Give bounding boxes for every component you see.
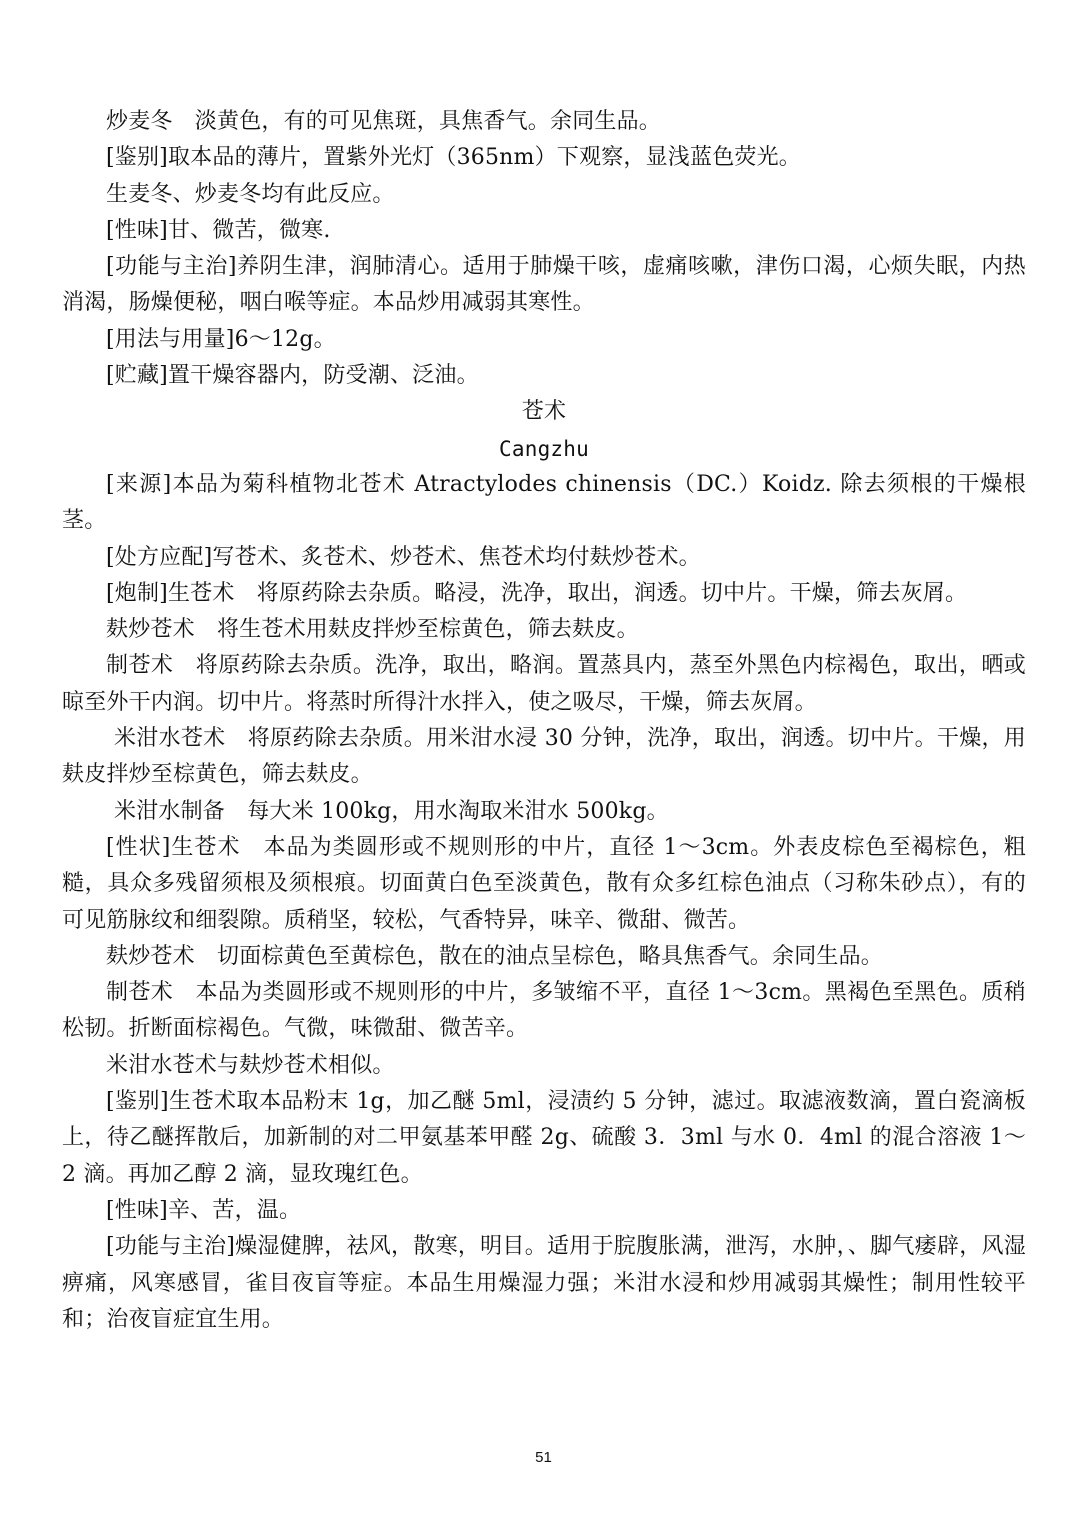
- paragraph-cangzhu-processing: [炮制]生苍术 将原药除去杂质。略浸，洗净，取出，润透。切中片。干燥，筛去灰屑。: [106, 580, 968, 606]
- page-number: 51: [535, 1449, 552, 1466]
- paragraph-bran-fried-character: 麸炒苍术 切面棕黄色至黄棕色，散在的油点呈棕色，略具焦香气。余同生品。: [106, 943, 884, 969]
- paragraph-maidong-function: [功能与主治]养阴生津，润肺清心。适用于肺燥干咳，虚痛咳嗽，津伤口渴，心烦失眠，内热消渴，肠燥便秘，咽白喉等症。本品炒用减弱其寒性。: [62, 254, 1026, 316]
- paragraph-cangzhu-function: [功能与主治]燥湿健脾，祛风，散寒，明目。适用于脘腹胀满，泄泻，水肿，、脚气痿辟，风湿痹痛，风寒感冒，雀目夜盲等症。本品生用燥湿力强；米泔水浸和炒用减弱其燥性；制用性较平和；治夜盲症宜生用。: [62, 1234, 1026, 1332]
- paragraph-cangzhu-source: [来源]本品为菊科植物北苍术 Atractylodes chinensis（DC.）Koidz. 除去须根的干燥根茎。: [62, 471, 1026, 534]
- paragraph-cangzhu-prescription: [处方应配]写苍术、炙苍术、炒苍术、焦苍术均付麸炒苍术。: [106, 544, 701, 570]
- paragraph-maidong-dosage: [用法与用量]6～12g。: [106, 326, 336, 352]
- document-body: [62, 104, 1026, 1338]
- paragraph-rice-water-cangzhu: 米泔水苍术 将原药除去杂质。用米泔水浸 30 分钟，洗净，取出，润透。切中片。干燥，用麸皮拌炒至棕黄色，筛去麸皮。: [62, 726, 1026, 788]
- paragraph-maidong-identification: [鉴别]取本品的薄片，置紫外光灯（365nm）下观察，显浅蓝色荧光。: [106, 145, 801, 171]
- paragraph-fried-maidong: 炒麦冬 淡黄色，有的可见焦斑，具焦香气。余同生品。: [106, 109, 662, 134]
- section-title: 苍术: [521, 399, 567, 425]
- paragraph-maidong-reaction: 生麦冬、炒麦冬均有此反应。: [106, 181, 395, 207]
- paragraph-bran-fried-cangzhu: 麸炒苍术 将生苍术用麸皮拌炒至棕黄色，筛去麸皮。: [106, 617, 639, 643]
- paragraph-cangzhu-nature: [性味]辛、苦，温。: [106, 1197, 302, 1223]
- paragraph-cangzhu-identification: [鉴别]生苍术取本品粉末 1g，加乙醚 5ml，浸渍约 5 分钟，滤过。取滤液数滴，置白瓷滴板上，待乙醚挥散后，加新制的对二甲氨基苯甲醛 2g、硫酸 3．3ml 与水 0．4ml 的混合溶液 1～2 滴。再加乙醇 2 滴，显玫瑰红色。: [62, 1089, 1026, 1187]
- paragraph-cangzhu-character: [性状]生苍术 本品为类圆形或不规则形的中片，直径 1～3cm。外表皮棕色至褐棕色，粗糙，具众多残留须根及须根痕。切面黄白色至淡黄色，散有众多红棕色油点（习称朱砂点），有的可见筋脉纹和细裂隙。质稍坚，较松，气香特异，味辛、微甜、微苦。: [62, 834, 1026, 933]
- paragraph-steamed-character: 制苍术 本品为类圆形或不规则形的中片，多皱缩不平，直径 1～3cm。黑褐色至黑色。质稍松韧。折断面棕褐色。气微，味微甜、微苦辛。: [62, 980, 1026, 1042]
- paragraph-steamed-cangzhu: 制苍术 将原药除去杂质。洗净，取出，略润。置蒸具内，蒸至外黑色内棕褐色，取出，晒或晾至外干内润。切中片。将蒸时所得汁水拌入，使之吸尽，干燥，筛去灰屑。: [62, 653, 1026, 715]
- section-subtitle: Cangzhu: [499, 436, 589, 461]
- paragraph-rice-water-similarity: 米泔水苍术与麸炒苍术相似。: [106, 1052, 395, 1078]
- paragraph-rice-water-preparation: 米泔水制备 每大米 100kg，用水淘取米泔水 500kg。: [114, 798, 669, 824]
- paragraph-maidong-storage: [贮藏]置干燥容器内，防受潮、泛油。: [106, 363, 479, 389]
- paragraph-maidong-nature: [性味]甘、微苦，微寒.: [106, 217, 331, 243]
